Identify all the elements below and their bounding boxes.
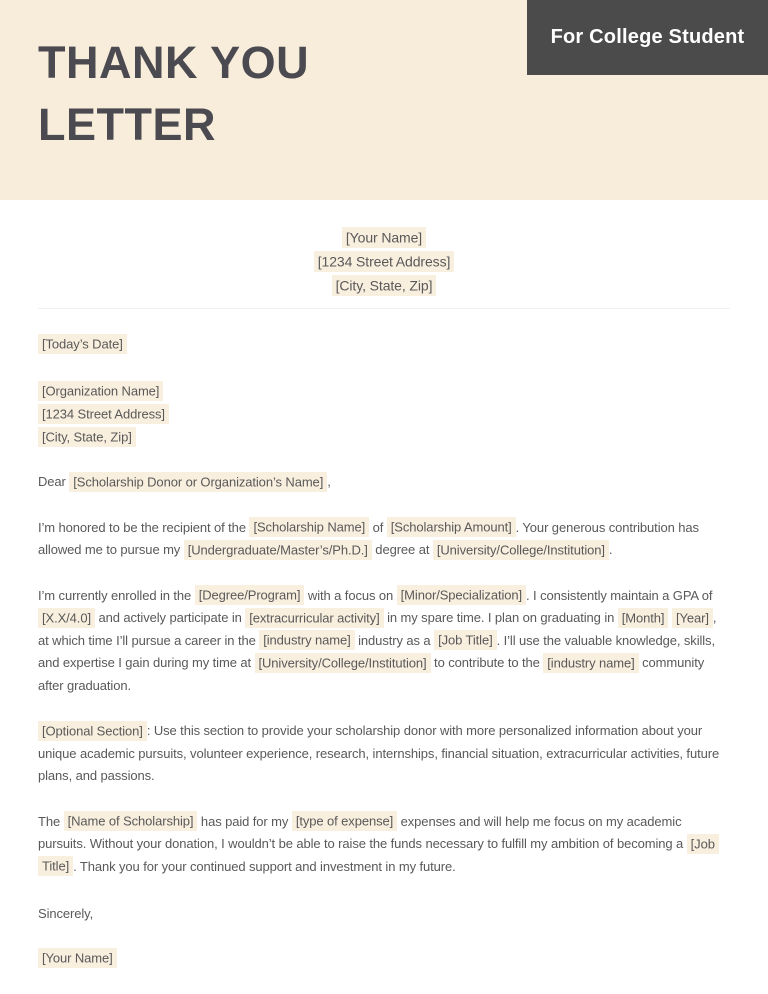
- salutation-line: [38, 471, 730, 494]
- signature-line: [38, 947, 730, 969]
- body-paragraph-3: [38, 720, 730, 788]
- body-paragraph-4: [38, 811, 730, 879]
- placeholder-highlight: [Optional Section]: [38, 721, 147, 741]
- text-run: and actively participate in: [94, 610, 246, 625]
- text-run: to contribute to the: [430, 655, 544, 670]
- placeholder-highlight: [City, State, Zip]: [332, 275, 437, 296]
- sender-address-block: [38, 225, 730, 297]
- placeholder-highlight: [type of expense]: [292, 811, 397, 831]
- placeholder-highlight: [industry name]: [543, 653, 638, 673]
- text-run: expenses and will help me focus on my academic pursuits. Without your donation, I wouldn’t be able to raise the funds necessary to fulfill my ambition of becoming a: [38, 813, 687, 851]
- text-run: has paid for my: [197, 813, 292, 829]
- page-title-line-2: LETTER: [38, 99, 216, 150]
- text-run: of: [369, 519, 387, 535]
- text-run: with a focus on: [304, 587, 397, 603]
- placeholder-highlight: [Job Title]: [434, 630, 497, 650]
- category-badge-label: For College Student: [550, 26, 745, 48]
- text-run: in my spare time. I plan on graduating in: [383, 610, 618, 625]
- placeholder-highlight: [X.X/4.0]: [38, 608, 95, 628]
- text-run: . Your generous contribution has allowed me to pursue my: [38, 519, 699, 557]
- placeholder-highlight: [1234 Street Address]: [38, 404, 169, 424]
- address-line: [38, 379, 730, 402]
- body-paragraph-2: [38, 585, 730, 698]
- placeholder-highlight: [Today’s Date]: [38, 334, 127, 354]
- text-run: .: [608, 542, 613, 557]
- section-divider: [38, 308, 730, 309]
- placeholder-highlight: [Scholarship Amount]: [387, 517, 516, 537]
- placeholder-highlight: [Job Title]: [38, 834, 719, 877]
- text-run: industry as a: [354, 632, 435, 648]
- letter-body: [0, 225, 768, 969]
- placeholder-highlight: [Undergraduate/Master’s/Ph.D.]: [184, 540, 372, 560]
- text-run: The: [38, 813, 64, 829]
- body-paragraph-1: [38, 517, 730, 562]
- placeholder-highlight: [University/College/Institution]: [255, 653, 431, 673]
- placeholder-highlight: [City, State, Zip]: [38, 427, 136, 447]
- address-line: [38, 402, 730, 425]
- text-run: . Thank you for your continued support and investment in my future.: [73, 858, 456, 874]
- text-run: I’m honored to be the recipient of the: [38, 519, 250, 535]
- header-band: [0, 0, 768, 200]
- placeholder-highlight: [Scholarship Donor or Organization’s Name]: [69, 472, 327, 492]
- placeholder-highlight: [1234 Street Address]: [314, 251, 455, 272]
- text-run: degree at: [371, 542, 433, 557]
- closing-line: Sincerely,: [38, 906, 94, 921]
- text-run: . I consistently maintain a GPA of: [526, 587, 713, 603]
- placeholder-highlight: [Minor/Specialization]: [397, 585, 526, 605]
- placeholder-highlight: [Degree/Program]: [195, 585, 305, 605]
- address-line: [38, 425, 730, 448]
- placeholder-highlight: [Your Name]: [38, 948, 117, 968]
- placeholder-highlight: [University/College/Institution]: [433, 540, 609, 560]
- text-run: Dear: [38, 474, 70, 489]
- text-run: : Use this section to provide your scholarship donor with more personalized information about your unique academic pursuits, volunteer experience, research, internships, financial situation, extracurricular activities, future plans, and passions.: [38, 723, 720, 783]
- placeholder-highlight: [Scholarship Name]: [249, 517, 369, 537]
- address-line: [38, 225, 730, 249]
- placeholder-highlight: [Year]: [672, 608, 713, 628]
- placeholder-highlight: [Organization Name]: [38, 381, 163, 401]
- placeholder-highlight: [Your Name]: [342, 227, 426, 248]
- text-run: . I’ll use the valuable knowledge, skills, and expertise I gain during my time at: [38, 632, 715, 670]
- category-badge: [527, 0, 768, 75]
- page-title-line-1: THANK YOU: [38, 37, 310, 88]
- placeholder-highlight: [extracurricular activity]: [245, 608, 383, 628]
- placeholder-highlight: [Name of Scholarship]: [64, 811, 198, 831]
- date-line: [38, 333, 730, 355]
- placeholder-highlight: [Month]: [618, 608, 669, 628]
- text-run: community after graduation.: [38, 655, 705, 693]
- recipient-address-block: [38, 379, 730, 448]
- address-line: [38, 273, 730, 297]
- text-run: , at which time I’ll pursue a career in the: [38, 610, 717, 648]
- text-run: I’m currently enrolled in the: [38, 587, 195, 603]
- text-run: ,: [327, 474, 331, 489]
- placeholder-highlight: [industry name]: [259, 630, 354, 650]
- address-line: [38, 249, 730, 273]
